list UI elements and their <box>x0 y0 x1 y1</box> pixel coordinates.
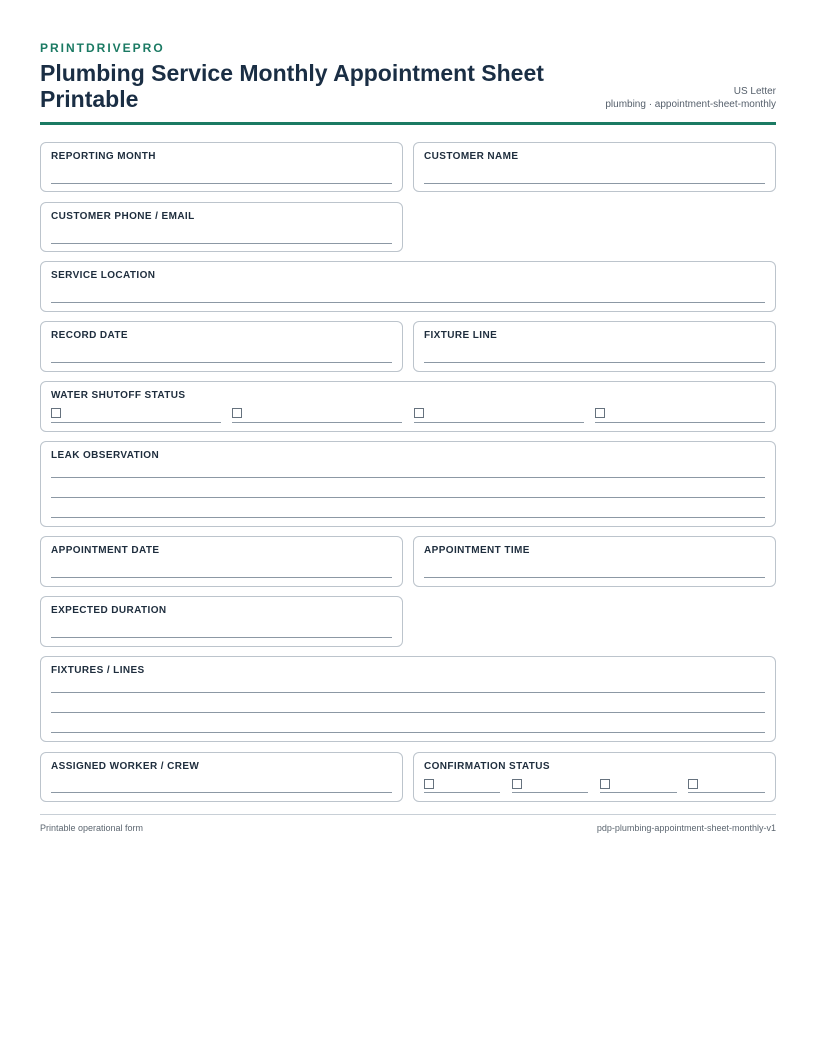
fixtures-lines-line-3[interactable] <box>51 732 765 733</box>
appointment-date-input-line[interactable] <box>51 577 392 578</box>
fixture-line-input-line[interactable] <box>424 362 765 363</box>
leak-observation-field[interactable] <box>40 441 776 527</box>
footer-divider <box>40 814 776 815</box>
water-shutoff-option-line-4[interactable] <box>595 422 765 423</box>
confirmation-status-field <box>413 752 776 802</box>
leak-observation-label: LEAK OBSERVATION <box>51 450 160 461</box>
water-shutoff-checkbox-2[interactable] <box>232 408 242 418</box>
expected-duration-field[interactable] <box>40 596 403 647</box>
reporting-month-label: REPORTING MONTH <box>51 151 156 162</box>
appointment-date-label: APPOINTMENT DATE <box>51 545 160 556</box>
record-date-label: RECORD DATE <box>51 330 128 341</box>
expected-duration-input-line[interactable] <box>51 637 392 638</box>
confirmation-checkbox-4[interactable] <box>688 779 698 789</box>
document-meta <box>605 85 776 111</box>
appointment-time-field[interactable] <box>413 536 776 587</box>
reporting-month-input-line[interactable] <box>51 183 392 184</box>
water-shutoff-status-label: WATER SHUTOFF STATUS <box>51 390 186 401</box>
water-shutoff-checkbox-3[interactable] <box>414 408 424 418</box>
confirmation-option-line-1[interactable] <box>424 792 500 793</box>
fixture-line-label: FIXTURE LINE <box>424 330 498 341</box>
page-title: Plumbing Service Monthly Appointment Sheet Printable <box>40 60 544 112</box>
expected-duration-label: EXPECTED DURATION <box>51 605 167 616</box>
confirmation-option-line-2[interactable] <box>512 792 588 793</box>
confirmation-option-line-4[interactable] <box>688 792 765 793</box>
record-date-field[interactable] <box>40 321 403 372</box>
record-date-input-line[interactable] <box>51 362 392 363</box>
fixtures-lines-label: FIXTURES / LINES <box>51 665 145 676</box>
confirmation-checkbox-2[interactable] <box>512 779 522 789</box>
leak-observation-line-2[interactable] <box>51 497 765 498</box>
confirmation-checkbox-1[interactable] <box>424 779 434 789</box>
water-shutoff-option-line-2[interactable] <box>232 422 402 423</box>
header-divider <box>40 122 776 125</box>
service-location-field[interactable] <box>40 261 776 312</box>
customer-name-input-line[interactable] <box>424 183 765 184</box>
customer-name-label: CUSTOMER NAME <box>424 151 519 162</box>
paper-size: US Letter <box>733 86 776 97</box>
footer-form-id: pdp-plumbing-appointment-sheet-monthly-v1 <box>596 823 776 833</box>
water-shutoff-option-line-3[interactable] <box>414 422 584 423</box>
confirmation-status-label: CONFIRMATION STATUS <box>424 761 550 772</box>
appointment-date-field[interactable] <box>40 536 403 587</box>
brand-logo-text: PRINTDRIVEPRO <box>40 41 165 55</box>
assigned-worker-input-line[interactable] <box>51 792 392 793</box>
fixtures-lines-line-1[interactable] <box>51 692 765 693</box>
assigned-worker-label: ASSIGNED WORKER / CREW <box>51 761 200 772</box>
service-location-input-line[interactable] <box>51 302 765 303</box>
reporting-month-field[interactable] <box>40 142 403 192</box>
water-shutoff-status-field <box>40 381 776 432</box>
confirmation-option-line-3[interactable] <box>600 792 677 793</box>
fixtures-lines-field[interactable] <box>40 656 776 742</box>
customer-contact-input-line[interactable] <box>51 243 392 244</box>
leak-observation-line-1[interactable] <box>51 477 765 478</box>
customer-name-field[interactable] <box>413 142 776 192</box>
water-shutoff-checkbox-1[interactable] <box>51 408 61 418</box>
water-shutoff-option-line-1[interactable] <box>51 422 221 423</box>
appointment-time-input-line[interactable] <box>424 577 765 578</box>
footer-left-text: Printable operational form <box>40 823 144 833</box>
customer-contact-label: CUSTOMER PHONE / EMAIL <box>51 211 195 222</box>
service-location-label: SERVICE LOCATION <box>51 270 156 281</box>
customer-contact-field[interactable] <box>40 202 403 252</box>
fixtures-lines-line-2[interactable] <box>51 712 765 713</box>
appointment-time-label: APPOINTMENT TIME <box>424 545 530 556</box>
document-category: plumbing · appointment-sheet-monthly <box>605 99 776 110</box>
confirmation-checkbox-3[interactable] <box>600 779 610 789</box>
leak-observation-line-3[interactable] <box>51 517 765 518</box>
assigned-worker-field[interactable] <box>40 752 403 802</box>
water-shutoff-checkbox-4[interactable] <box>595 408 605 418</box>
fixture-line-field[interactable] <box>413 321 776 372</box>
